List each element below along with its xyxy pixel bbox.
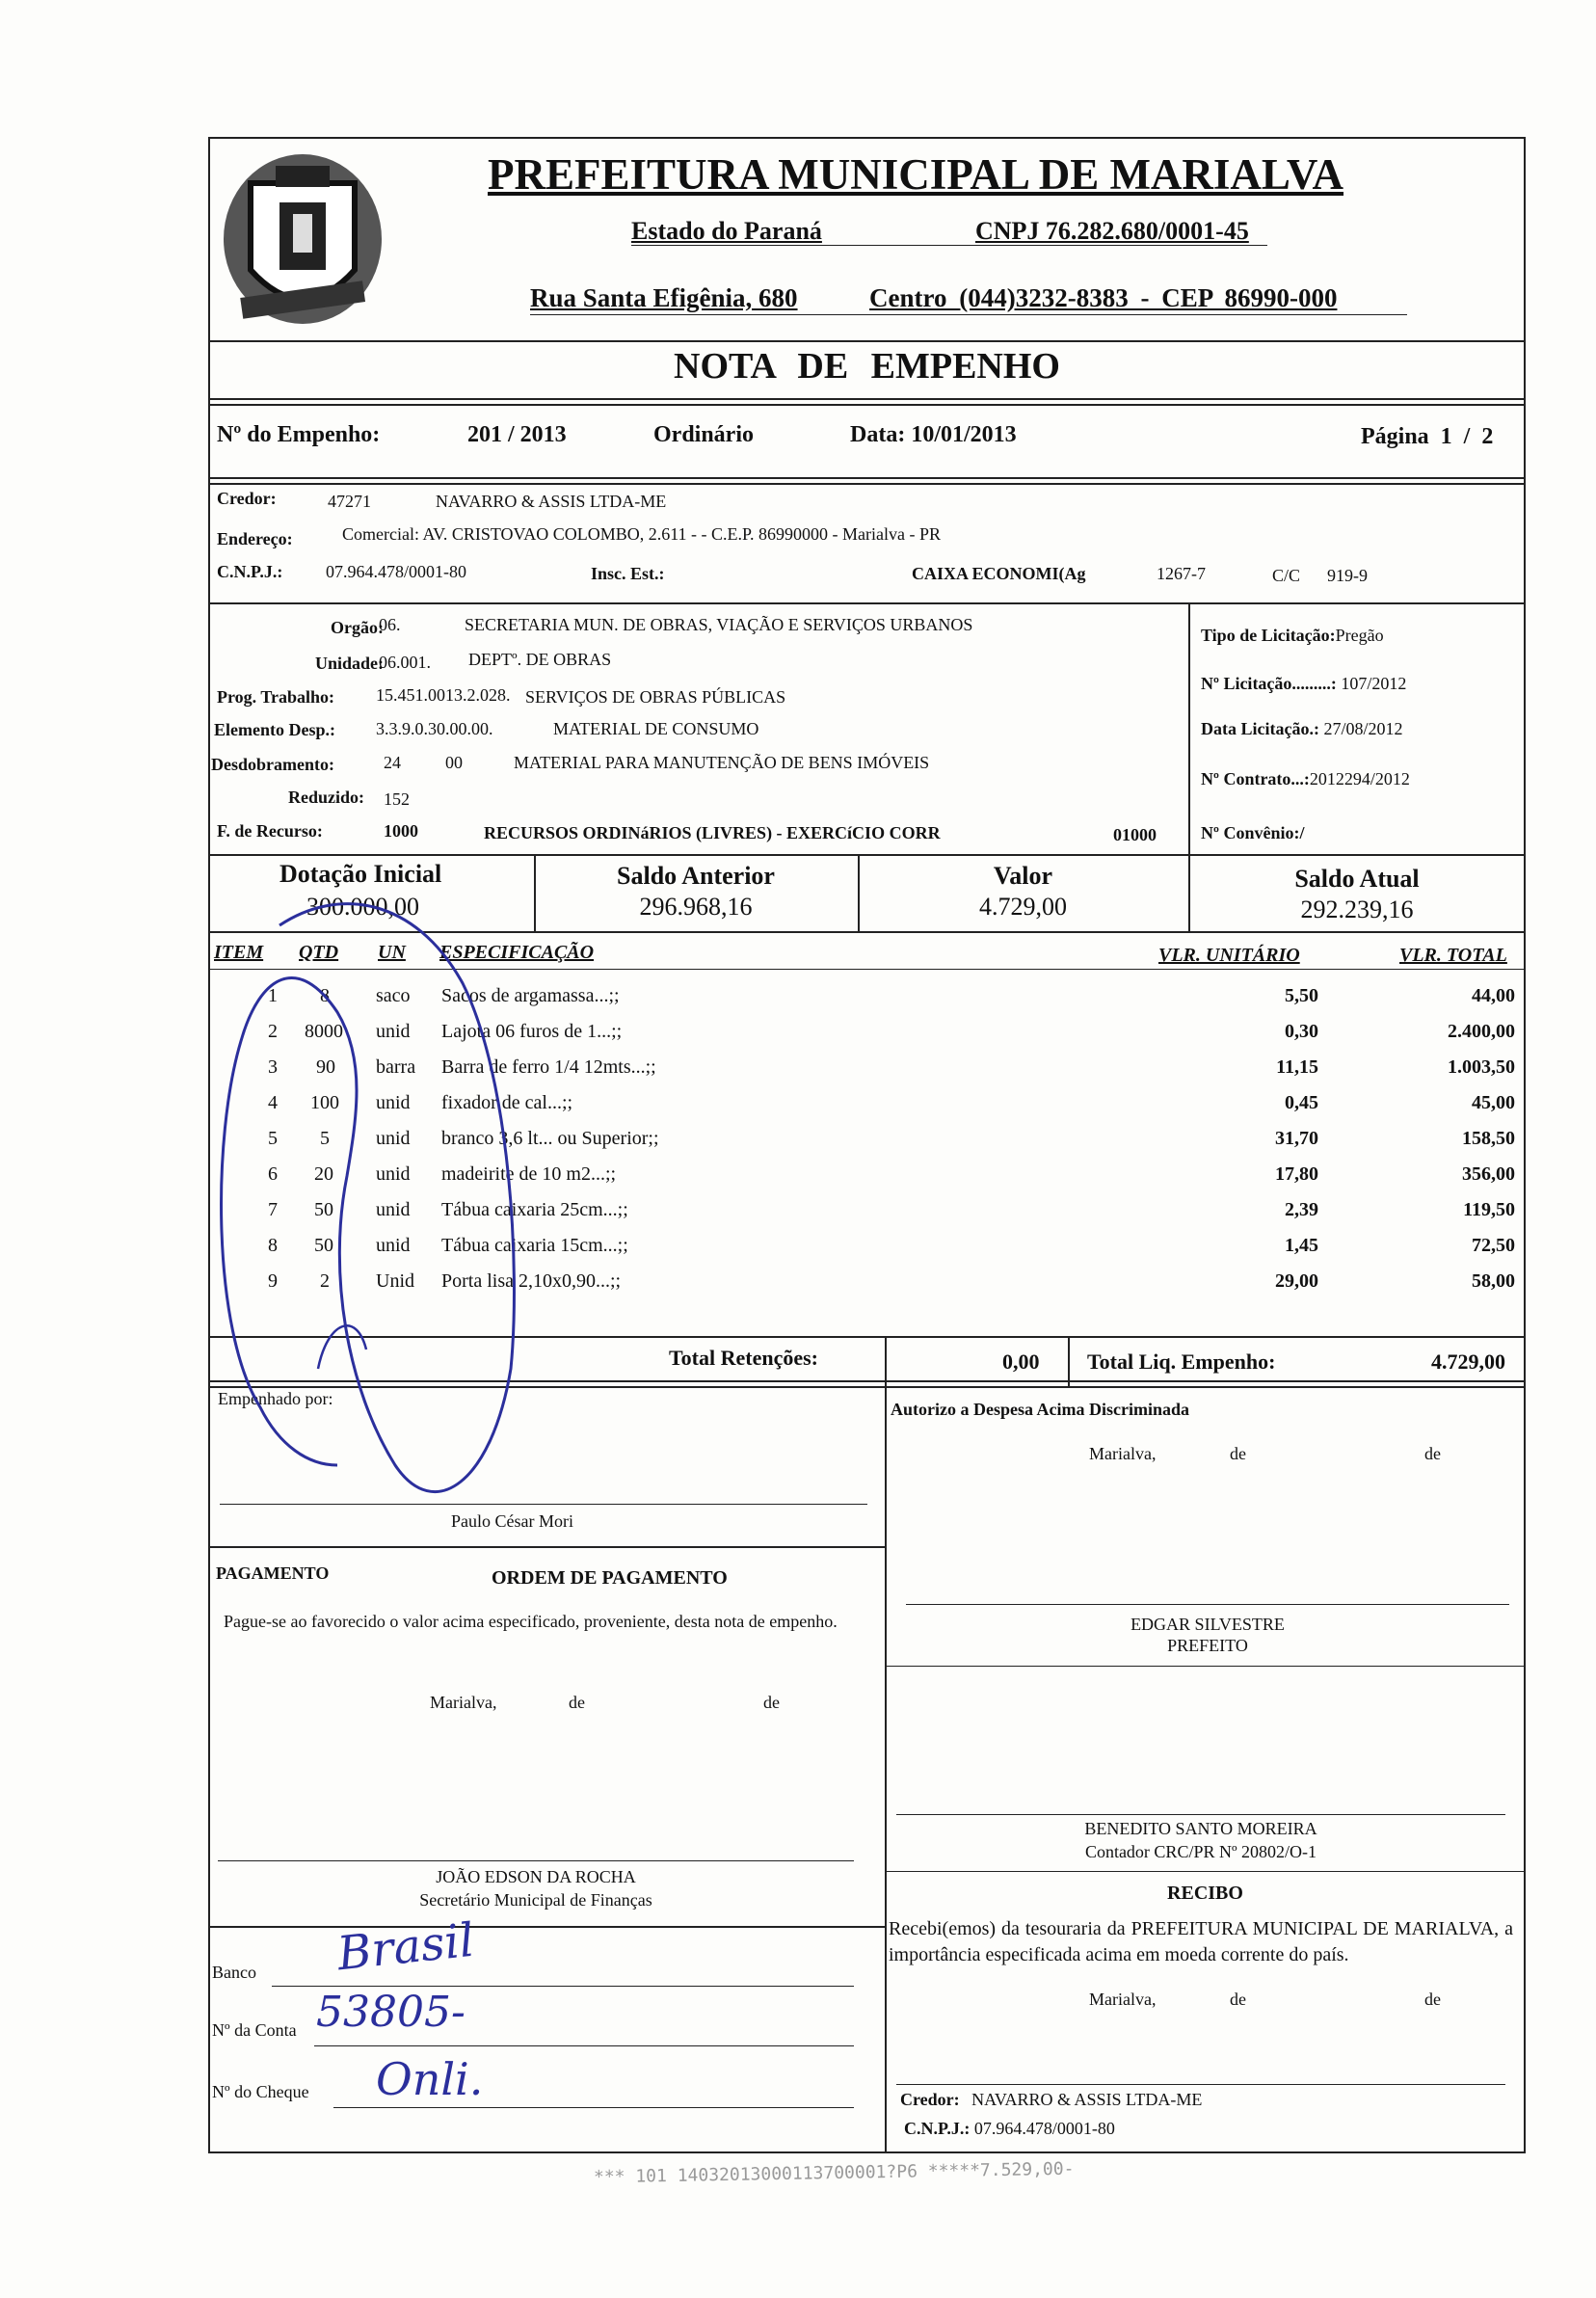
item-qtd: 2 [320,1270,330,1292]
recibo-text: Recebi(emos) da tesouraria da PREFEITURA MUNICIPAL DE MARIALVA, a importância especificada acima em moeda corrente do país. [889,1918,1513,1965]
item-unit: unid [376,1128,411,1149]
convenio-label: Nº Convênio:/ [1201,823,1305,842]
column-qtd: QTD [299,942,339,963]
divider [208,483,1526,485]
cheque-label: Nº do Cheque [212,2082,309,2101]
cc-label: C/C [1272,566,1301,585]
item-unit: unid [376,1092,411,1113]
item-unit: Unid [376,1270,414,1292]
signature-line [220,1504,867,1505]
signature-line [218,1860,854,1861]
desdobramento-a: 24 [384,753,401,772]
table-row [0,1270,1596,1306]
item-spec: fixador de cal...;; [441,1092,573,1113]
municipality-title: PREFEITURA MUNICIPAL DE MARIALVA [487,150,1344,199]
item-total-value: 72,50 [1472,1235,1515,1256]
item-spec: Sacos de argamassa...;; [441,985,620,1006]
elemento-code: 3.3.9.0.30.00.00. [376,719,493,738]
item-spec: Tábua caixaria 15cm...;; [441,1235,628,1256]
credor-agency: 1267-7 [1157,564,1206,583]
divider [208,602,1526,604]
contract-label: Nº Contrato...: [1201,769,1310,788]
item-unit-value: 0,45 [1285,1092,1318,1113]
credor-code: 47271 [328,492,371,511]
item-qtd: 20 [314,1163,333,1185]
district-phone: Centro (044)3232-8383 - CEP 86990-000 [869,283,1338,312]
item-total-value: 2.400,00 [1448,1021,1515,1042]
contract-number: 2012294/2012 [1309,769,1410,788]
cnpj-label: C.N.P.J.: [217,562,283,581]
item-spec: Tábua caixaria 25cm...;; [441,1199,628,1220]
contador-role: Contador CRC/PR Nº 20802/O-1 [1084,1842,1317,1861]
divider [208,398,1526,400]
de-label: de [1230,1990,1246,2009]
saldo-atual-value: 292.239,16 [1300,895,1414,923]
credor-address: Comercial: AV. CRISTOVAO COLOMBO, 2.611 - - C.E.P. 86990000 - Marialva - PR [342,524,942,544]
banco-handwritten: Brasil [334,1912,477,1982]
contador-name: BENEDITO SANTO MOREIRA [1084,1819,1317,1838]
item-qtd: 8000 [305,1021,343,1042]
divider [885,1666,1526,1667]
table-row [0,1092,1596,1128]
divider [885,1386,887,2153]
coat-of-arms-icon [212,145,393,334]
underline [530,314,1407,315]
conta-handwritten: 53805- [316,1988,466,2037]
empenho-number: 201 / 2013 [467,422,567,447]
recibo-credor-name: NAVARRO & ASSIS LTDA-ME [971,2090,1203,2109]
item-number: 6 [268,1163,278,1185]
banco-line [272,1986,854,1987]
saldo-anterior-value: 296.968,16 [639,893,753,921]
divider [208,1380,1526,1382]
credor-cnpj: 07.964.478/0001-80 [326,562,466,581]
empenho-date: Data: 10/01/2013 [850,422,1017,447]
unidade-label: Unidade: [314,654,384,673]
divider [208,1336,1526,1338]
de-label: de [569,1693,585,1712]
item-number: 9 [268,1270,278,1292]
item-unit: unid [376,1163,411,1185]
orgao-label: Orgão: [331,618,384,637]
de-label: de [1424,1990,1441,2009]
licitacao-number-label: Nº Licitação.........: [1201,674,1337,693]
prog-desc: SERVIÇOS DE OBRAS PÚBLICAS [525,687,786,707]
item-total-value: 158,50 [1462,1128,1515,1149]
item-total-value: 119,50 [1463,1199,1515,1220]
item-qtd: 5 [320,1128,330,1149]
reduzido-label: Reduzido: [287,788,364,807]
underline [631,245,1267,246]
item-total-value: 1.003,50 [1448,1056,1515,1078]
licitacao-type-label: Tipo de Licitação: [1201,626,1336,645]
document-title: NOTA DE EMPENHO [674,346,1060,387]
table-row [0,985,1596,1021]
item-unit-value: 29,00 [1275,1270,1318,1292]
empenhado-name: Paulo César Mori [451,1511,573,1531]
empenhado-label: Empenhado por: [218,1389,333,1408]
saldo-anterior-label: Saldo Anterior [617,862,775,890]
licitacao-number: 107/2012 [1336,674,1407,693]
column-spec: ESPECIFICAÇÃO [439,942,595,963]
divider [208,1546,885,1548]
item-total-value: 44,00 [1472,985,1515,1006]
item-unit: barra [376,1056,416,1078]
street-address: Rua Santa Efigênia, 680 [530,283,798,312]
valor-label: Valor [993,862,1053,890]
table-row [0,1199,1596,1235]
recibo-cnpj-label: C.N.P.J.: [904,2119,971,2138]
divider [208,340,1526,342]
footer-code: *** 101 14032013000113700001?P6 *****7.529,00- [593,2158,1075,2188]
insc-est-label: Insc. Est.: [591,564,665,583]
recurso-number: 01000 [1113,825,1157,844]
de-label: de [763,1693,780,1712]
divider [208,1926,885,1928]
item-unit: unid [376,1199,411,1220]
item-total-value: 45,00 [1472,1092,1515,1113]
item-number: 7 [268,1199,278,1220]
recibo-title: RECIBO [1167,1883,1243,1904]
recurso-code: 1000 [384,821,418,841]
prefeito-name: EDGAR SILVESTRE [1130,1615,1285,1634]
item-number: 2 [268,1021,278,1042]
conta-label: Nº da Conta [212,2020,297,2040]
credor-bank: CAIXA ECONOMI(Ag [912,564,1086,583]
credor-name: NAVARRO & ASSIS LTDA-ME [436,492,667,511]
empenho-type: Ordinário [653,422,755,447]
signature-line [896,1814,1505,1815]
place-label: Marialva, [430,1693,497,1712]
item-total-value: 356,00 [1462,1163,1515,1185]
saldo-atual-label: Saldo Atual [1294,865,1420,893]
item-number: 8 [268,1235,278,1256]
divider [208,1386,1526,1388]
licitacao-date-label: Data Licitação.: [1201,719,1319,738]
table-row [0,1128,1596,1163]
de-label: de [1424,1444,1441,1463]
recibo-cnpj: 07.964.478/0001-80 [973,2119,1115,2138]
item-qtd: 100 [310,1092,339,1113]
dotacao-label: Dotação Inicial [279,860,442,888]
item-unit: saco [376,985,411,1006]
column-unit-value: VLR. UNITÁRIO [1158,945,1300,966]
elemento-label: Elemento Desp.: [214,720,335,739]
place-label: Marialva, [1089,1990,1157,2009]
item-unit-value: 11,15 [1276,1056,1318,1078]
item-spec: madeirite de 10 m2...;; [441,1163,617,1185]
ordem-pagamento-label: ORDEM DE PAGAMENTO [492,1567,728,1589]
total-retencoes-value: 0,00 [1002,1349,1040,1374]
table-row [0,1235,1596,1270]
desdobramento-label: Desdobramento: [211,755,334,774]
dotacao-value: 300.000,00 [306,893,419,921]
table-row [0,1056,1596,1092]
desdobramento-b: 00 [445,753,463,772]
pague-text: Pague-se ao favorecido o valor acima especificado, proveniente, desta nota de empenho. [224,1612,838,1631]
desdobramento-desc: MATERIAL PARA MANUTENÇÃO DE BENS IMÓVEIS [514,753,930,772]
item-number: 5 [268,1128,278,1149]
elemento-desc: MATERIAL DE CONSUMO [553,719,759,738]
orgao-desc: SECRETARIA MUN. DE OBRAS, VIAÇÃO E SERVIÇOS URBANOS [465,615,973,634]
secretary-name: JOÃO EDSON DA ROCHA [436,1867,636,1886]
divider [208,404,1526,406]
unidade-desc: DEPTº. DE OBRAS [468,650,612,669]
item-spec: Barra de ferro 1/4 12mts...;; [441,1056,656,1078]
unidade-code: 06.001. [379,653,431,672]
item-qtd: 8 [320,985,330,1006]
state-name: Estado do Paraná [631,217,822,245]
column-total-value: VLR. TOTAL [1399,945,1507,966]
item-total-value: 58,00 [1472,1270,1515,1292]
recurso-label: F. de Recurso: [217,821,323,841]
de-label: de [1230,1444,1246,1463]
table-row [0,1021,1596,1056]
item-unit-value: 17,80 [1275,1163,1318,1185]
column-item: ITEM [214,942,264,963]
cheque-handwritten: Onli. [376,2053,484,2105]
divider [1188,602,1190,855]
item-spec: Lajota 06 furos de 1...;; [441,1021,623,1042]
autorizo-label: Autorizo a Despesa Acima Discriminada [891,1400,1189,1419]
divider [208,477,1526,479]
item-number: 3 [268,1056,278,1078]
item-unit-value: 1,45 [1285,1235,1318,1256]
valor-value: 4.729,00 [979,893,1067,921]
signature-line [906,1604,1509,1605]
divider [885,1336,887,1386]
item-unit-value: 31,70 [1275,1128,1318,1149]
total-retencoes-label: Total Retenções: [669,1346,818,1370]
signature-line [896,2084,1505,2085]
item-unit-value: 5,50 [1285,985,1318,1006]
item-number: 1 [268,985,278,1006]
total-liquido-value: 4.729,00 [1431,1349,1505,1374]
divider [1068,1336,1070,1386]
licitacao-type: Pregão [1335,626,1384,645]
item-unit-value: 2,39 [1285,1199,1318,1220]
pagamento-label: PAGAMENTO [216,1563,330,1583]
item-spec: Porta lisa 2,10x0,90...;; [441,1270,622,1292]
recibo-credor-label: Credor: [900,2090,960,2109]
recurso-desc: RECURSOS ORDINáRIOS (LIVRES) - EXERCíCIO CORR [484,823,941,842]
divider [885,1871,1526,1872]
divider [208,931,1526,933]
divider [208,854,1526,856]
divider [208,969,1526,970]
prefeito-role: PREFEITO [1167,1636,1248,1655]
item-qtd: 50 [314,1199,333,1220]
conta-line [314,2045,854,2046]
page-number: Página 1 / 2 [1361,424,1494,449]
credor-account: 919-9 [1327,566,1368,585]
column-un: UN [378,942,406,963]
item-unit: unid [376,1235,411,1256]
secretary-role: Secretário Municipal de Finanças [419,1890,652,1910]
item-number: 4 [268,1092,278,1113]
credor-label: Credor: [217,489,277,508]
banco-label: Banco [212,1963,256,1982]
item-unit: unid [376,1021,411,1042]
licitacao-date: 27/08/2012 [1318,719,1403,738]
address-label: Endereço: [217,529,293,548]
prog-label: Prog. Trabalho: [217,687,335,707]
item-qtd: 90 [316,1056,335,1078]
cnpj-header: CNPJ 76.282.680/0001-45 [975,217,1249,245]
total-liquido-label: Total Liq. Empenho: [1087,1349,1276,1374]
prog-code: 15.451.0013.2.028. [376,685,511,705]
item-qtd: 50 [314,1235,333,1256]
item-unit-value: 0,30 [1285,1021,1318,1042]
cheque-line [333,2107,854,2108]
place-label: Marialva, [1089,1444,1157,1463]
item-spec: branco 3,6 lt... ou Superior;; [441,1128,659,1149]
empenho-number-label: Nº do Empenho: [217,422,381,447]
reduzido-value: 152 [384,789,410,809]
table-row [0,1163,1596,1199]
orgao-code: 06. [379,615,401,634]
